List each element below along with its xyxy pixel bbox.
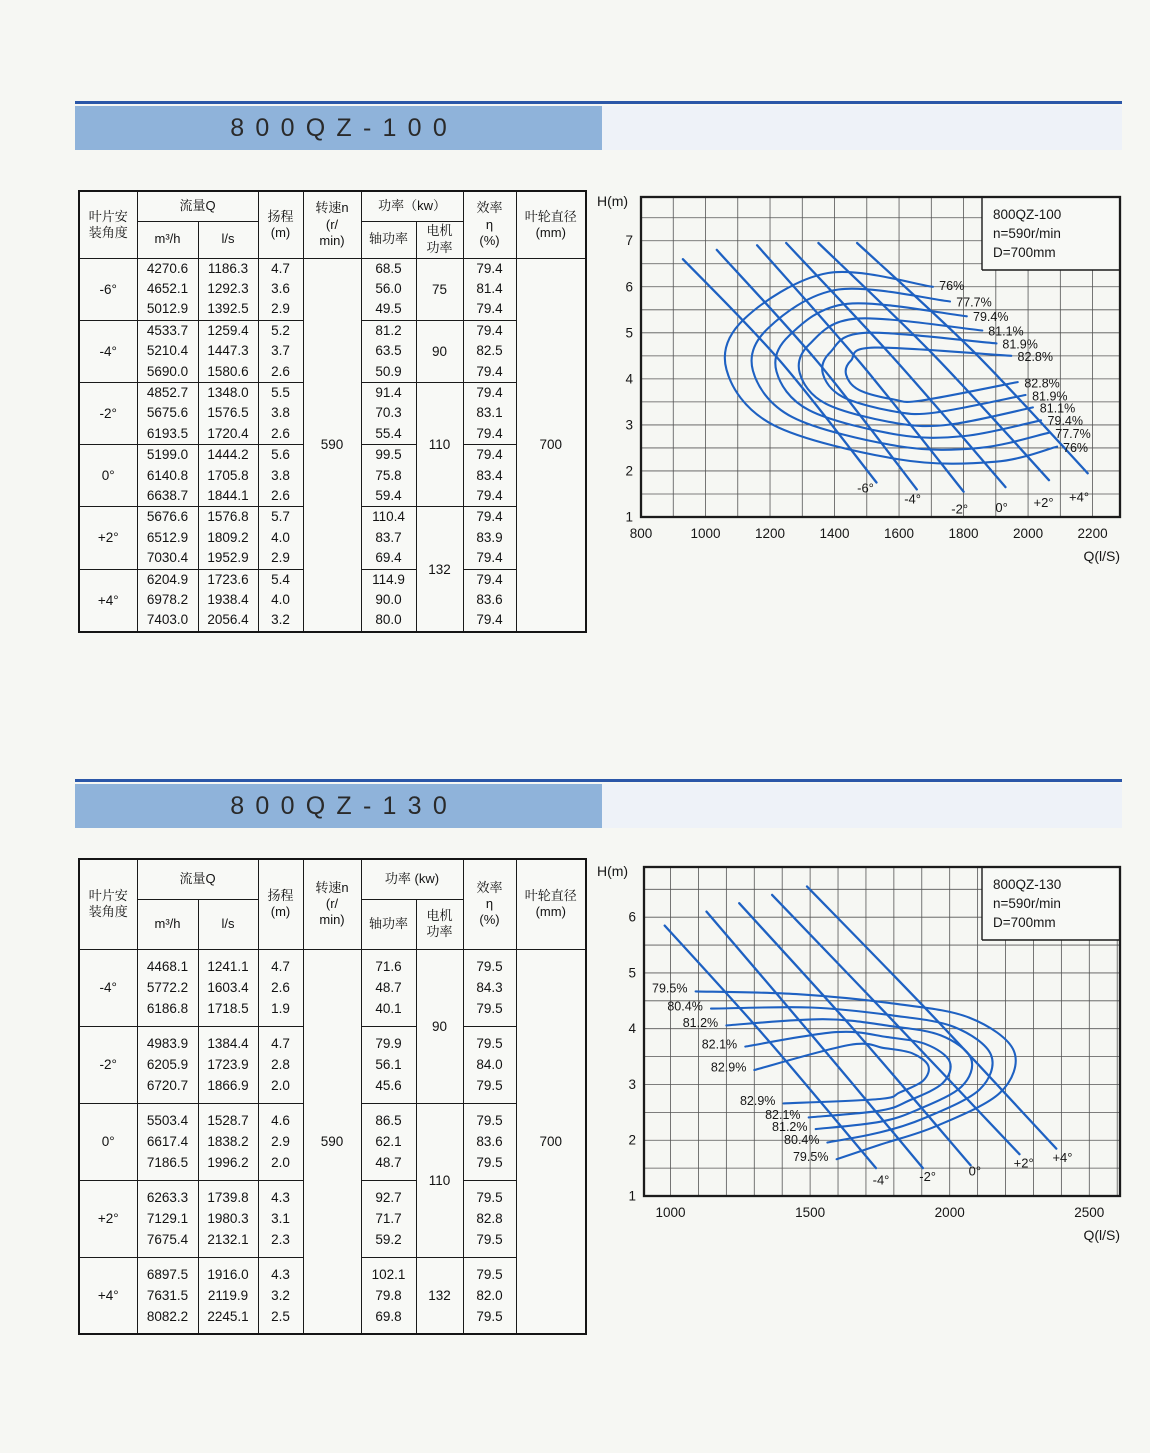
flow-ls-cell: 1259.4 1447.3 1580.6 [198, 320, 258, 382]
shaft-power-cell: 91.4 70.3 55.4 [361, 382, 416, 444]
angle-cell: -2° [79, 382, 137, 444]
header-shaft-power: 轴功率 [361, 221, 416, 258]
head-cell: 4.3 3.1 2.3 [258, 1180, 303, 1257]
svg-text:80.4%: 80.4% [667, 999, 703, 1014]
svg-text:2000: 2000 [1013, 526, 1044, 541]
svg-text:79.4%: 79.4% [1047, 414, 1084, 429]
axis-tick-labels [628, 910, 1104, 1220]
section-divider-rule [75, 779, 1122, 782]
efficiency-cell: 79.4 83.9 79.4 [463, 507, 516, 569]
angle-cell: +4° [79, 1257, 137, 1334]
header-shaft-power: 轴功率 [361, 899, 416, 949]
efficiency-cell: 79.4 83.6 79.4 [463, 569, 516, 632]
header-efficiency: 效率 η (%) [463, 191, 516, 258]
svg-text:1: 1 [625, 509, 633, 525]
svg-text:82.9%: 82.9% [739, 1094, 776, 1109]
head-cell: 5.4 4.0 3.2 [258, 569, 303, 632]
svg-text:82.1%: 82.1% [701, 1037, 738, 1052]
angle-labels [857, 480, 1089, 516]
angle-cell: -6° [79, 258, 137, 320]
svg-text:+2°: +2° [1033, 495, 1054, 511]
svg-text:80.4%: 80.4% [784, 1133, 820, 1148]
efficiency-cell: 79.4 83.4 79.4 [463, 445, 516, 507]
svg-text:82.9%: 82.9% [710, 1060, 747, 1075]
svg-text:1600: 1600 [884, 526, 915, 541]
svg-text:1000: 1000 [655, 1205, 686, 1220]
speed-cell: 590 [303, 949, 361, 1334]
svg-text:76%: 76% [939, 278, 965, 293]
flow-ls-cell: 1528.7 1838.2 1996.2 [198, 1103, 258, 1180]
motor-power-cell: 110 [416, 1103, 463, 1257]
flow-m3h-cell: 6204.9 6978.2 7403.0 [137, 569, 198, 632]
head-cell: 5.6 3.8 2.6 [258, 445, 303, 507]
performance-table-qz100 [78, 190, 587, 633]
svg-text:1500: 1500 [795, 1205, 826, 1220]
diameter-cell: 700 [516, 949, 586, 1334]
x-axis-title: Q(l/S) [1083, 1227, 1120, 1243]
header-efficiency: 效率 η (%) [463, 859, 516, 949]
shaft-power-cell: 79.9 56.1 45.6 [361, 1026, 416, 1103]
efficiency-cell: 79.4 81.4 79.4 [463, 258, 516, 320]
shaft-power-cell: 110.4 83.7 69.4 [361, 507, 416, 569]
motor-power-cell: 90 [416, 320, 463, 382]
motor-power-cell: 90 [416, 949, 463, 1103]
motor-power-cell: 132 [416, 507, 463, 632]
svg-text:+2°: +2° [1013, 1155, 1034, 1171]
efficiency-labels [939, 279, 1091, 455]
section-divider-rule [75, 101, 1122, 104]
svg-text:-6°: -6° [857, 480, 874, 496]
flow-ls-cell: 1723.6 1938.4 2056.4 [198, 569, 258, 632]
shaft-power-cell: 102.1 79.8 69.8 [361, 1257, 416, 1334]
flow-m3h-cell: 4533.7 5210.4 5690.0 [137, 320, 198, 382]
shaft-power-cell: 99.5 75.8 59.4 [361, 445, 416, 507]
svg-text:800: 800 [629, 526, 653, 541]
angle-curves [683, 243, 1091, 492]
svg-text:2500: 2500 [1074, 1205, 1105, 1220]
header-blade-angle: 叶片安 装角度 [79, 859, 137, 949]
head-cell: 4.6 2.9 2.0 [258, 1103, 303, 1180]
section-title: 800QZ-130 [230, 791, 458, 820]
flow-ls-cell: 1916.0 2119.9 2245.1 [198, 1257, 258, 1334]
header-speed: 转速n (r/ min) [303, 859, 361, 949]
y-axis-title: H(m) [597, 863, 629, 879]
flow-ls-cell: 1348.0 1576.5 1720.4 [198, 382, 258, 444]
svg-text:1200: 1200 [755, 526, 786, 541]
chart-title-line: 800QZ-100 [993, 207, 1062, 222]
efficiency-cell: 79.5 83.6 79.5 [463, 1103, 516, 1180]
angle-cell: +2° [79, 507, 137, 569]
flow-m3h-cell: 6897.5 7631.5 8082.2 [137, 1257, 198, 1334]
angle-cell: 0° [79, 1103, 137, 1180]
efficiency-cell: 79.4 83.1 79.4 [463, 382, 516, 444]
angle-cell: -2° [79, 1026, 137, 1103]
flow-m3h-cell: 4468.1 5772.2 6186.8 [137, 949, 198, 1026]
speed-cell: 590 [303, 258, 361, 632]
efficiency-cell: 79.5 84.3 79.5 [463, 949, 516, 1026]
flow-m3h-cell: 5503.4 6617.4 7186.5 [137, 1103, 198, 1180]
x-axis-title: Q(l/S) [1083, 548, 1120, 564]
y-axis-title: H(m) [597, 193, 629, 209]
svg-text:79.5%: 79.5% [652, 981, 688, 996]
svg-text:1800: 1800 [948, 526, 979, 541]
angle-cell: +2° [79, 1180, 137, 1257]
section-title: 800QZ-100 [230, 113, 458, 142]
header-blade-angle: 叶片安 装角度 [79, 191, 137, 258]
chart-title-line: D=700mm [993, 245, 1056, 260]
svg-text:82.8%: 82.8% [1017, 349, 1054, 364]
header-head: 扬程 (m) [258, 859, 303, 949]
head-cell: 4.7 2.6 1.9 [258, 949, 303, 1026]
chart-title-line: 800QZ-130 [993, 877, 1062, 892]
shaft-power-cell: 92.7 71.7 59.2 [361, 1180, 416, 1257]
header-impeller-diameter: 叶轮直径 (mm) [516, 191, 586, 258]
svg-text:81.9%: 81.9% [1032, 389, 1068, 404]
svg-text:81.2%: 81.2% [772, 1119, 808, 1134]
head-cell: 5.5 3.8 2.6 [258, 382, 303, 444]
svg-text:0°: 0° [995, 499, 1008, 515]
flow-ls-cell: 1384.4 1723.9 1866.9 [198, 1026, 258, 1103]
table-row [79, 258, 586, 320]
efficiency-cell: 79.5 82.8 79.5 [463, 1180, 516, 1257]
svg-text:82.1%: 82.1% [765, 1108, 801, 1123]
shaft-power-cell: 114.9 90.0 80.0 [361, 569, 416, 632]
shaft-power-cell: 86.5 62.1 48.7 [361, 1103, 416, 1180]
motor-power-cell: 110 [416, 382, 463, 506]
shaft-power-cell: 81.2 63.5 50.9 [361, 320, 416, 382]
svg-text:81.1%: 81.1% [988, 324, 1024, 339]
svg-text:2: 2 [625, 463, 633, 479]
svg-text:6: 6 [625, 279, 633, 295]
flow-ls-cell: 1241.1 1603.4 1718.5 [198, 949, 258, 1026]
svg-text:79.4%: 79.4% [973, 310, 1009, 325]
svg-text:6: 6 [628, 909, 636, 925]
header-power: 功率 (kw) [361, 859, 463, 899]
svg-text:3: 3 [628, 1076, 636, 1092]
flow-m3h-cell: 4852.7 5675.6 6193.5 [137, 382, 198, 444]
flow-m3h-cell: 4983.9 6205.9 6720.7 [137, 1026, 198, 1103]
head-cell: 4.7 3.6 2.9 [258, 258, 303, 320]
svg-text:77.7%: 77.7% [956, 295, 992, 310]
flow-ls-cell: 1444.2 1705.8 1844.1 [198, 445, 258, 507]
efficiency-cell: 79.5 84.0 79.5 [463, 1026, 516, 1103]
svg-text:+4°: +4° [1052, 1150, 1073, 1166]
table-row [79, 949, 586, 1026]
header-m3h: m³/h [137, 221, 198, 258]
diameter-cell: 700 [516, 258, 586, 632]
header-flow: 流量Q [137, 859, 258, 899]
motor-power-cell: 132 [416, 1257, 463, 1334]
header-m3h: m³/h [137, 899, 198, 949]
flow-ls-cell: 1186.3 1292.3 1392.5 [198, 258, 258, 320]
head-cell: 4.3 3.2 2.5 [258, 1257, 303, 1334]
svg-text:82.8%: 82.8% [1024, 376, 1060, 391]
svg-text:2: 2 [628, 1132, 636, 1148]
chart-title-line: n=590r/min [993, 896, 1061, 911]
shaft-power-cell: 68.5 56.0 49.5 [361, 258, 416, 320]
svg-text:1000: 1000 [690, 526, 721, 541]
motor-power-cell: 75 [416, 258, 463, 320]
shaft-power-cell: 71.6 48.7 40.1 [361, 949, 416, 1026]
svg-text:1400: 1400 [819, 526, 850, 541]
svg-text:4: 4 [625, 371, 633, 387]
header-head: 扬程 (m) [258, 191, 303, 258]
svg-text:1: 1 [628, 1188, 636, 1204]
angle-cell: -4° [79, 949, 137, 1026]
flow-ls-cell: 1576.8 1809.2 1952.9 [198, 507, 258, 569]
head-cell: 4.7 2.8 2.0 [258, 1026, 303, 1103]
svg-text:0°: 0° [968, 1163, 982, 1179]
flow-ls-cell: 1739.8 1980.3 2132.1 [198, 1180, 258, 1257]
header-impeller-diameter: 叶轮直径 (mm) [516, 859, 586, 949]
header-motor-power: 电机 功率 [416, 899, 463, 949]
svg-text:7: 7 [625, 233, 633, 249]
svg-text:81.2%: 81.2% [682, 1016, 719, 1031]
section-title-banner [75, 106, 602, 150]
svg-text:-4°: -4° [904, 491, 921, 507]
chart-title-line: n=590r/min [993, 226, 1061, 241]
svg-text:76%: 76% [1063, 440, 1089, 455]
svg-text:+4°: +4° [1069, 489, 1090, 505]
performance-table-qz130 [78, 858, 587, 1335]
header-power: 功率（kw） [361, 191, 463, 221]
svg-text:77.7%: 77.7% [1055, 427, 1091, 442]
header-speed: 转速n (r/ min) [303, 191, 361, 258]
svg-text:-4°: -4° [872, 1172, 890, 1188]
header-motor-power: 电机 功率 [416, 221, 463, 258]
svg-text:81.1%: 81.1% [1039, 401, 1076, 416]
efficiency-cell: 79.5 82.0 79.5 [463, 1257, 516, 1334]
angle-cell: +4° [79, 569, 137, 632]
chart-legend-box [982, 867, 1120, 940]
efficiency-cell: 79.4 82.5 79.4 [463, 320, 516, 382]
flow-m3h-cell: 5676.6 6512.9 7030.4 [137, 507, 198, 569]
svg-text:2200: 2200 [1077, 526, 1108, 541]
performance-chart-qz100 [596, 183, 1150, 581]
flow-m3h-cell: 4270.6 4652.1 5012.9 [137, 258, 198, 320]
flow-m3h-cell: 5199.0 6140.8 6638.7 [137, 445, 198, 507]
svg-text:5: 5 [625, 325, 633, 341]
banner-tint [602, 784, 1122, 828]
svg-text:5: 5 [628, 965, 636, 981]
head-cell: 5.7 4.0 2.9 [258, 507, 303, 569]
angle-cell: 0° [79, 445, 137, 507]
section-title-banner [75, 784, 602, 828]
svg-text:2000: 2000 [934, 1205, 965, 1220]
header-ls: l/s [198, 221, 258, 258]
angle-labels [873, 1150, 1073, 1187]
chart-legend-box [982, 197, 1120, 270]
svg-text:81.9%: 81.9% [1002, 337, 1038, 352]
header-ls: l/s [198, 899, 258, 949]
svg-text:-2°: -2° [951, 501, 969, 517]
svg-text:-2°: -2° [919, 1169, 937, 1185]
svg-text:3: 3 [625, 417, 633, 433]
efficiency-contours [696, 991, 1016, 1159]
svg-text:79.5%: 79.5% [792, 1149, 829, 1164]
banner-tint [602, 106, 1122, 150]
svg-text:4: 4 [628, 1021, 636, 1037]
flow-m3h-cell: 6263.3 7129.1 7675.4 [137, 1180, 198, 1257]
head-cell: 5.2 3.7 2.6 [258, 320, 303, 382]
header-flow: 流量Q [137, 191, 258, 221]
chart-title-line: D=700mm [993, 915, 1056, 930]
angle-cell: -4° [79, 320, 137, 382]
performance-chart-qz130 [596, 853, 1150, 1255]
